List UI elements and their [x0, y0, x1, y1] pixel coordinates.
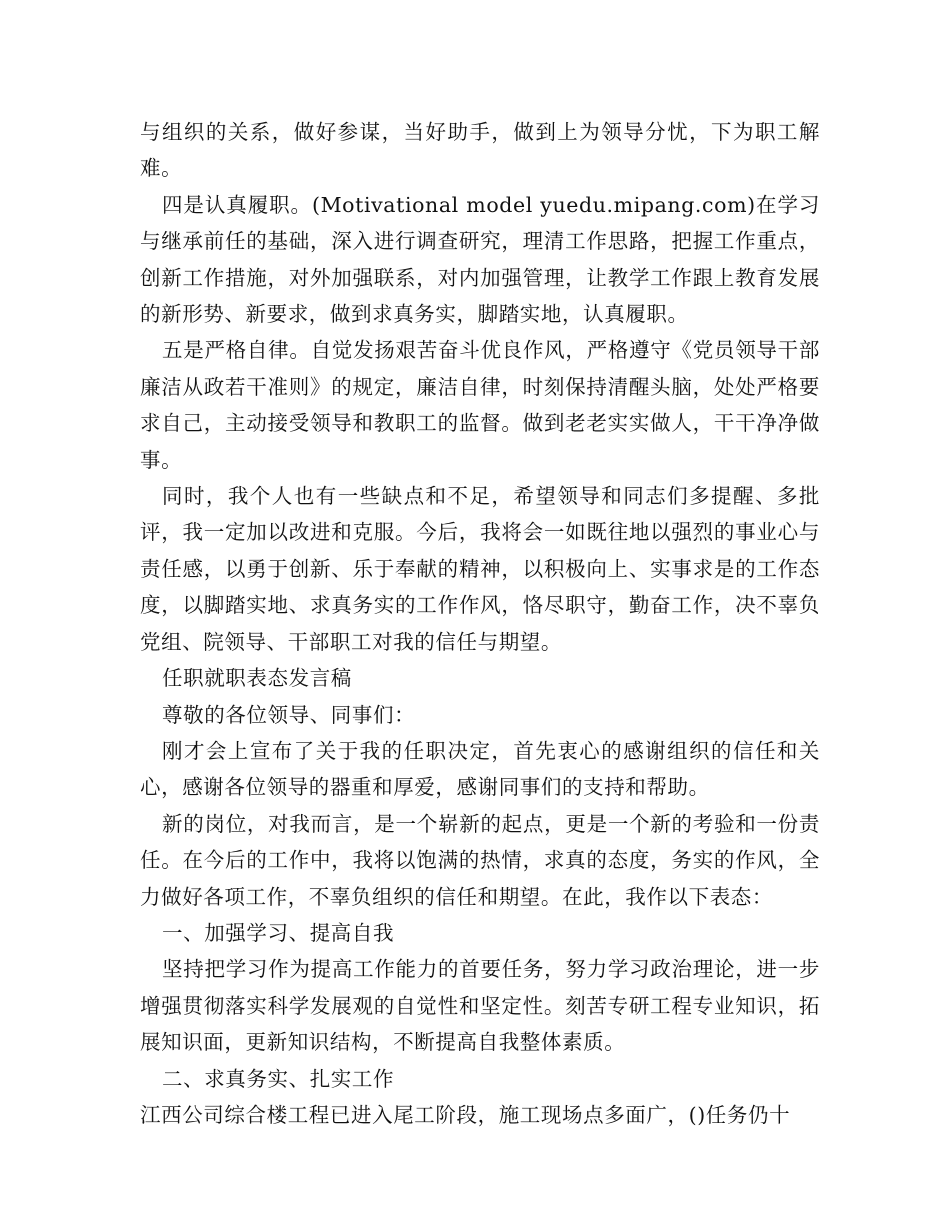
speech-salutation: 尊敬的各位领导、同事们：	[162, 702, 416, 727]
paragraph-self-assessment: 同时，我个人也有一些缺点和不足，希望领导和同志们多提醒、多批评，我一定加以改进和克服。今后，我将会一如既往地以强烈的事业心与责任感，以勇于创新、乐于奉献的精神，以积极向上、实事求是的工作态度，以脚踏实地、求真务实的工作作风，恪尽职守，勤奋工作，决不辜负党组、院领导、干部职工对我的信任与期望。	[140, 484, 820, 654]
heading-study: 一、加强学习、提高自我	[162, 920, 395, 945]
speech-title: 任职就职表态发言稿	[162, 666, 352, 691]
paragraph-new-position: 新的岗位，对我而言，是一个崭新的起点，更是一个新的考验和一份责任。在今后的工作中，我将以饱满的热情，求真的态度，务实的作风，全力做好各项工作，不辜负组织的信任和期望。在此，我作以下表态：	[140, 811, 820, 909]
heading-practical-work: 二、求真务实、扎实工作	[162, 1066, 395, 1091]
paragraph-continuation: 与组织的关系，做好参谋，当好助手，做到上为领导分忧，下为职工解难。	[140, 120, 820, 181]
paragraph-section-four: 四是认真履职。(Motivational model yuedu.mipang.com)在学习与继承前任的基础，深入进行调查研究，理清工作思路，把握工作重点，创新工作措施，对外加强联系，对内加强管理，让教学工作跟上教育发展的新形势、新要求，做到求真务实，脚踏实地，认真履职。	[140, 192, 820, 327]
paragraph-section-five: 五是严格自律。自觉发扬艰苦奋斗优良作风，严格遵守《党员领导干部廉洁从政若干准则》的规定，廉洁自律，时刻保持清醒头脑，处处严格要求自己，主动接受领导和教职工的监督。做到老老实实做人，干干净净做事。	[140, 338, 820, 472]
paragraph-thanks: 刚才会上宣布了关于我的任职决定，首先衷心的感谢组织的信任和关心，感谢各位领导的器重和厚爱，感谢同事们的支持和帮助。	[140, 738, 820, 800]
document-body	[140, 114, 820, 1133]
paragraph-jiangxi-project: 江西公司综合楼工程已进入尾工阶段，施工现场点多面广，()任务仍十	[140, 1102, 791, 1127]
paragraph-study: 坚持把学习作为提高工作能力的首要任务，努力学习政治理论，进一步增强贯彻落实科学发展观的自觉性和坚定性。刻苦专研工程专业知识，拓展知识面，更新知识结构，不断提高自我整体素质。	[140, 957, 820, 1055]
